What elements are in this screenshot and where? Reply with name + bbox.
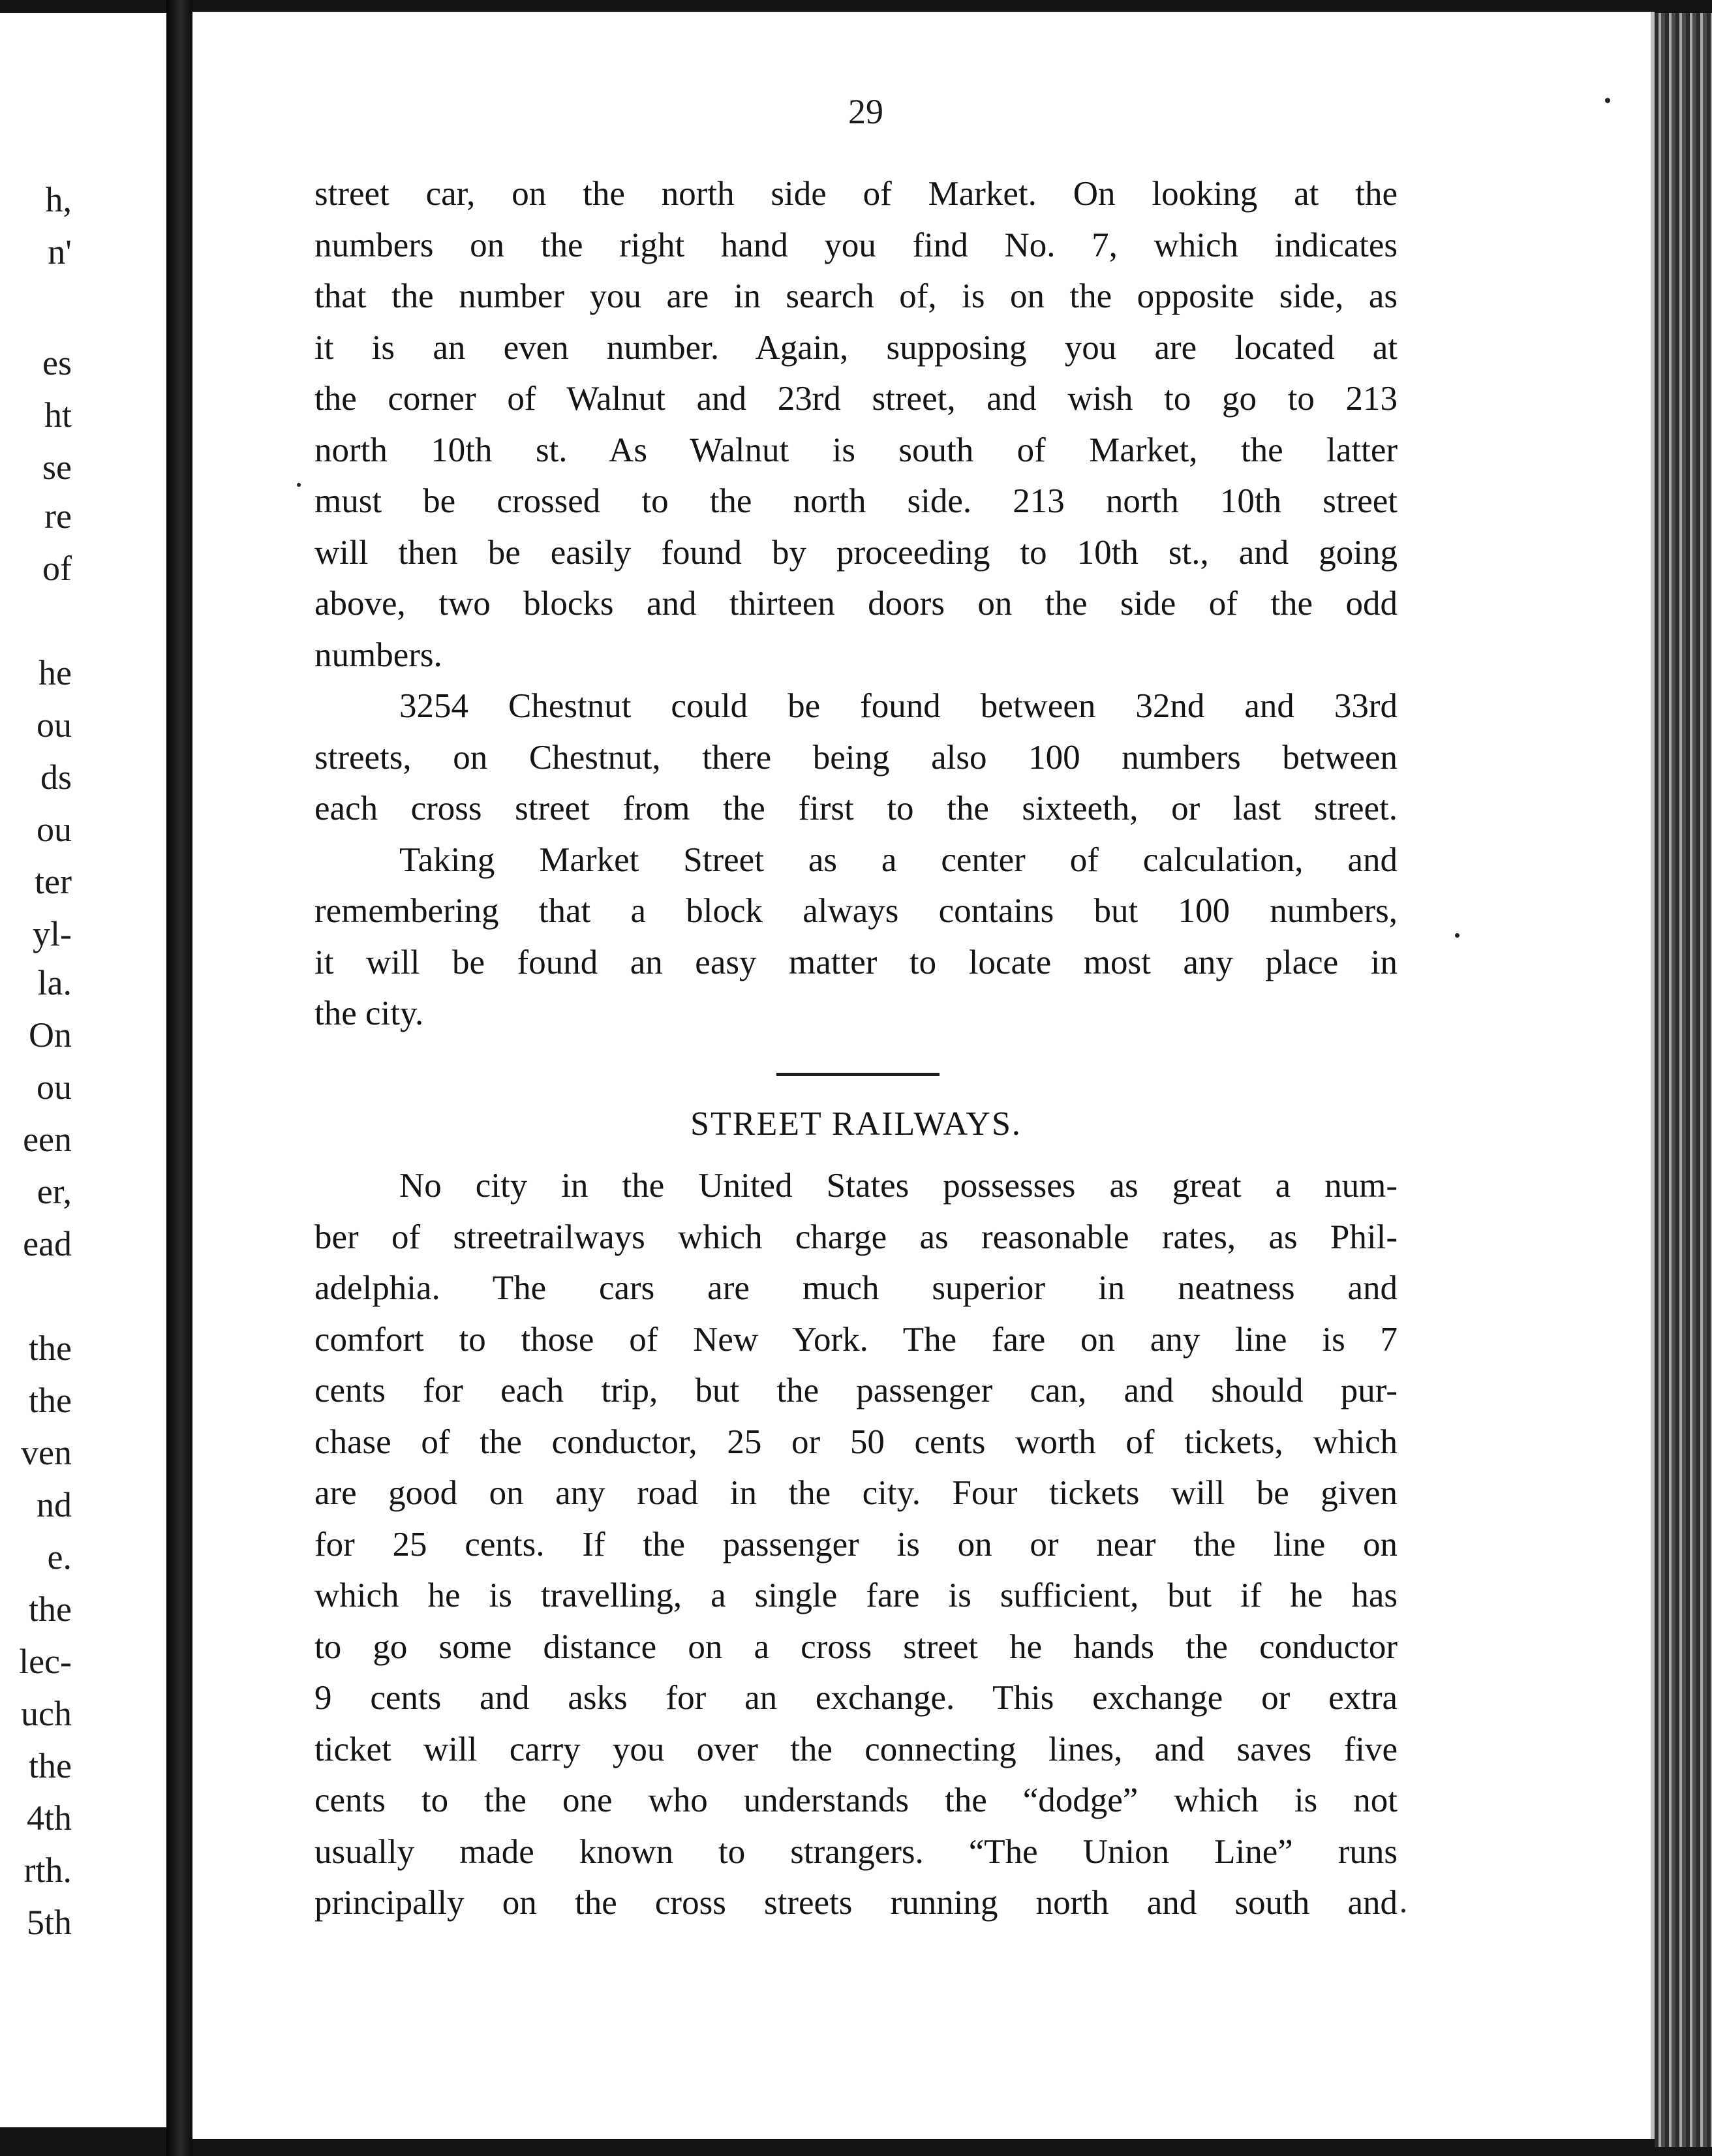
- text-line: it will be found an easy matter to locate most any place in: [314, 943, 1398, 981]
- text-line: ber of streetrailways which charge as reasonable rates, as Phil-: [314, 1218, 1398, 1256]
- text-line: must be crossed to the north side. 213 north 10th street: [314, 482, 1398, 520]
- left-page-fragment: lec-: [19, 1642, 72, 1681]
- left-page-fragment: ter: [35, 862, 72, 901]
- book-gutter: [166, 0, 192, 2156]
- text-line: streets, on Chestnut, there being also 100 numbers between: [314, 738, 1398, 777]
- page-edges: [1655, 13, 1712, 2147]
- left-page-fragment: ou: [37, 810, 72, 849]
- left-page-fragment: ds: [40, 758, 72, 797]
- left-page-fragment: of: [42, 549, 72, 588]
- left-page-fragment: ou: [37, 705, 72, 745]
- text-line: usually made known to strangers. “The Union Line” runs: [314, 1832, 1398, 1871]
- left-page-fragment: the: [29, 1590, 72, 1629]
- left-page-fragment: e.: [47, 1537, 72, 1577]
- text-line: will then be easily found by proceeding to 10th st., and going: [314, 533, 1398, 572]
- text-line: cents for each trip, but the passenger can, and should pur-: [314, 1372, 1398, 1409]
- left-page-fragment: 5th: [26, 1903, 72, 1942]
- left-page-fragment: se: [42, 448, 72, 487]
- text-line: 9 cents and asks for an exchange. This exchange or extra: [314, 1679, 1398, 1717]
- page-number: 29: [848, 92, 883, 131]
- text-line: cents to the one who understands the “dodge” which is not: [314, 1781, 1398, 1819]
- left-page-fragment: On: [29, 1015, 72, 1055]
- left-page-fragment: la.: [37, 963, 72, 1002]
- left-page-fragment: ven: [21, 1433, 72, 1472]
- text-line: each cross street from the first to the sixteeth, or last street.: [314, 790, 1398, 827]
- left-page-fragment: the: [29, 1746, 72, 1785]
- text-line: above, two blocks and thirteen doors on the side of the odd: [314, 585, 1398, 623]
- section-heading: STREET RAILWAYS.: [690, 1105, 1022, 1143]
- left-page-fragment: 4th: [26, 1798, 72, 1838]
- left-page-fragment: the: [29, 1381, 72, 1420]
- left-page-fragment: n': [48, 232, 72, 271]
- text-line: ticket will carry you over the connecting lines, and saves five: [314, 1730, 1398, 1768]
- left-page-fragment: re: [44, 497, 72, 536]
- text-line: comfort to those of New York. The fare on any line is 7: [314, 1320, 1398, 1359]
- text-line: 3254 Chestnut could be found between 32nd and 33rd: [399, 687, 1398, 725]
- left-page-fragment: the: [29, 1329, 72, 1368]
- text-line: street car, on the north side of Market. On looking at the: [314, 175, 1398, 213]
- text-line: chase of the conductor, 25 or 50 cents worth of tickets, which: [314, 1423, 1398, 1461]
- text-line: that the number you are in search of, is on the opposite side, as: [314, 277, 1398, 315]
- left-page-fragment: rth.: [23, 1851, 72, 1890]
- text-line: for 25 cents. If the passenger is on or near the line on: [314, 1525, 1398, 1563]
- text-line: No city in the United States possesses as great a num-: [399, 1167, 1398, 1205]
- dust-speck: [1455, 933, 1460, 938]
- dust-speck: [1605, 98, 1610, 103]
- text-line: the city.: [314, 994, 424, 1032]
- left-page-fragment: ead: [23, 1224, 72, 1263]
- left-page-fragment: een: [23, 1120, 72, 1159]
- left-page-fragment: ht: [44, 395, 72, 435]
- previous-page-edge: [0, 13, 166, 2127]
- intro-text: [314, 168, 1398, 1040]
- text-line: remembering that a block always contains but 100 numbers,: [314, 892, 1398, 930]
- text-line: adelphia. The cars are much superior in neatness and: [314, 1269, 1398, 1307]
- text-line: it is an even number. Again, supposing you are located at: [314, 328, 1398, 367]
- left-page-fragment: uch: [21, 1694, 72, 1733]
- left-page-fragment: es: [42, 343, 72, 382]
- text-line: Taking Market Street as a center of calculation, and: [399, 840, 1398, 879]
- text-line: principally on the cross streets running north and south and: [314, 1884, 1398, 1922]
- text-line: north 10th st. As Walnut is south of Market, the latter: [314, 431, 1398, 469]
- left-page-fragment: ou: [37, 1068, 72, 1107]
- street-railways-text: [314, 1160, 1398, 1929]
- text-line: which he is travelling, a single fare is sufficient, but if he has: [314, 1577, 1398, 1614]
- text-line: numbers.: [314, 636, 442, 674]
- left-page-fragment: he: [38, 653, 72, 692]
- section-divider: [776, 1073, 940, 1076]
- left-page-fragment: yl-: [33, 914, 72, 953]
- text-line: are good on any road in the city. Four tickets will be given: [314, 1474, 1398, 1512]
- left-page-fragment: h,: [45, 180, 72, 219]
- dust-speck: [297, 483, 301, 487]
- left-page-fragment: nd: [37, 1485, 72, 1524]
- text-line: to go some distance on a cross street he hands the conductor: [314, 1627, 1398, 1666]
- left-page-fragment: er,: [37, 1172, 72, 1211]
- text-line: the corner of Walnut and 23rd street, and wish to go to 213: [314, 380, 1398, 418]
- text-line: numbers on the right hand you find No. 7, which indicates: [314, 226, 1398, 264]
- dust-speck: [1401, 1909, 1405, 1913]
